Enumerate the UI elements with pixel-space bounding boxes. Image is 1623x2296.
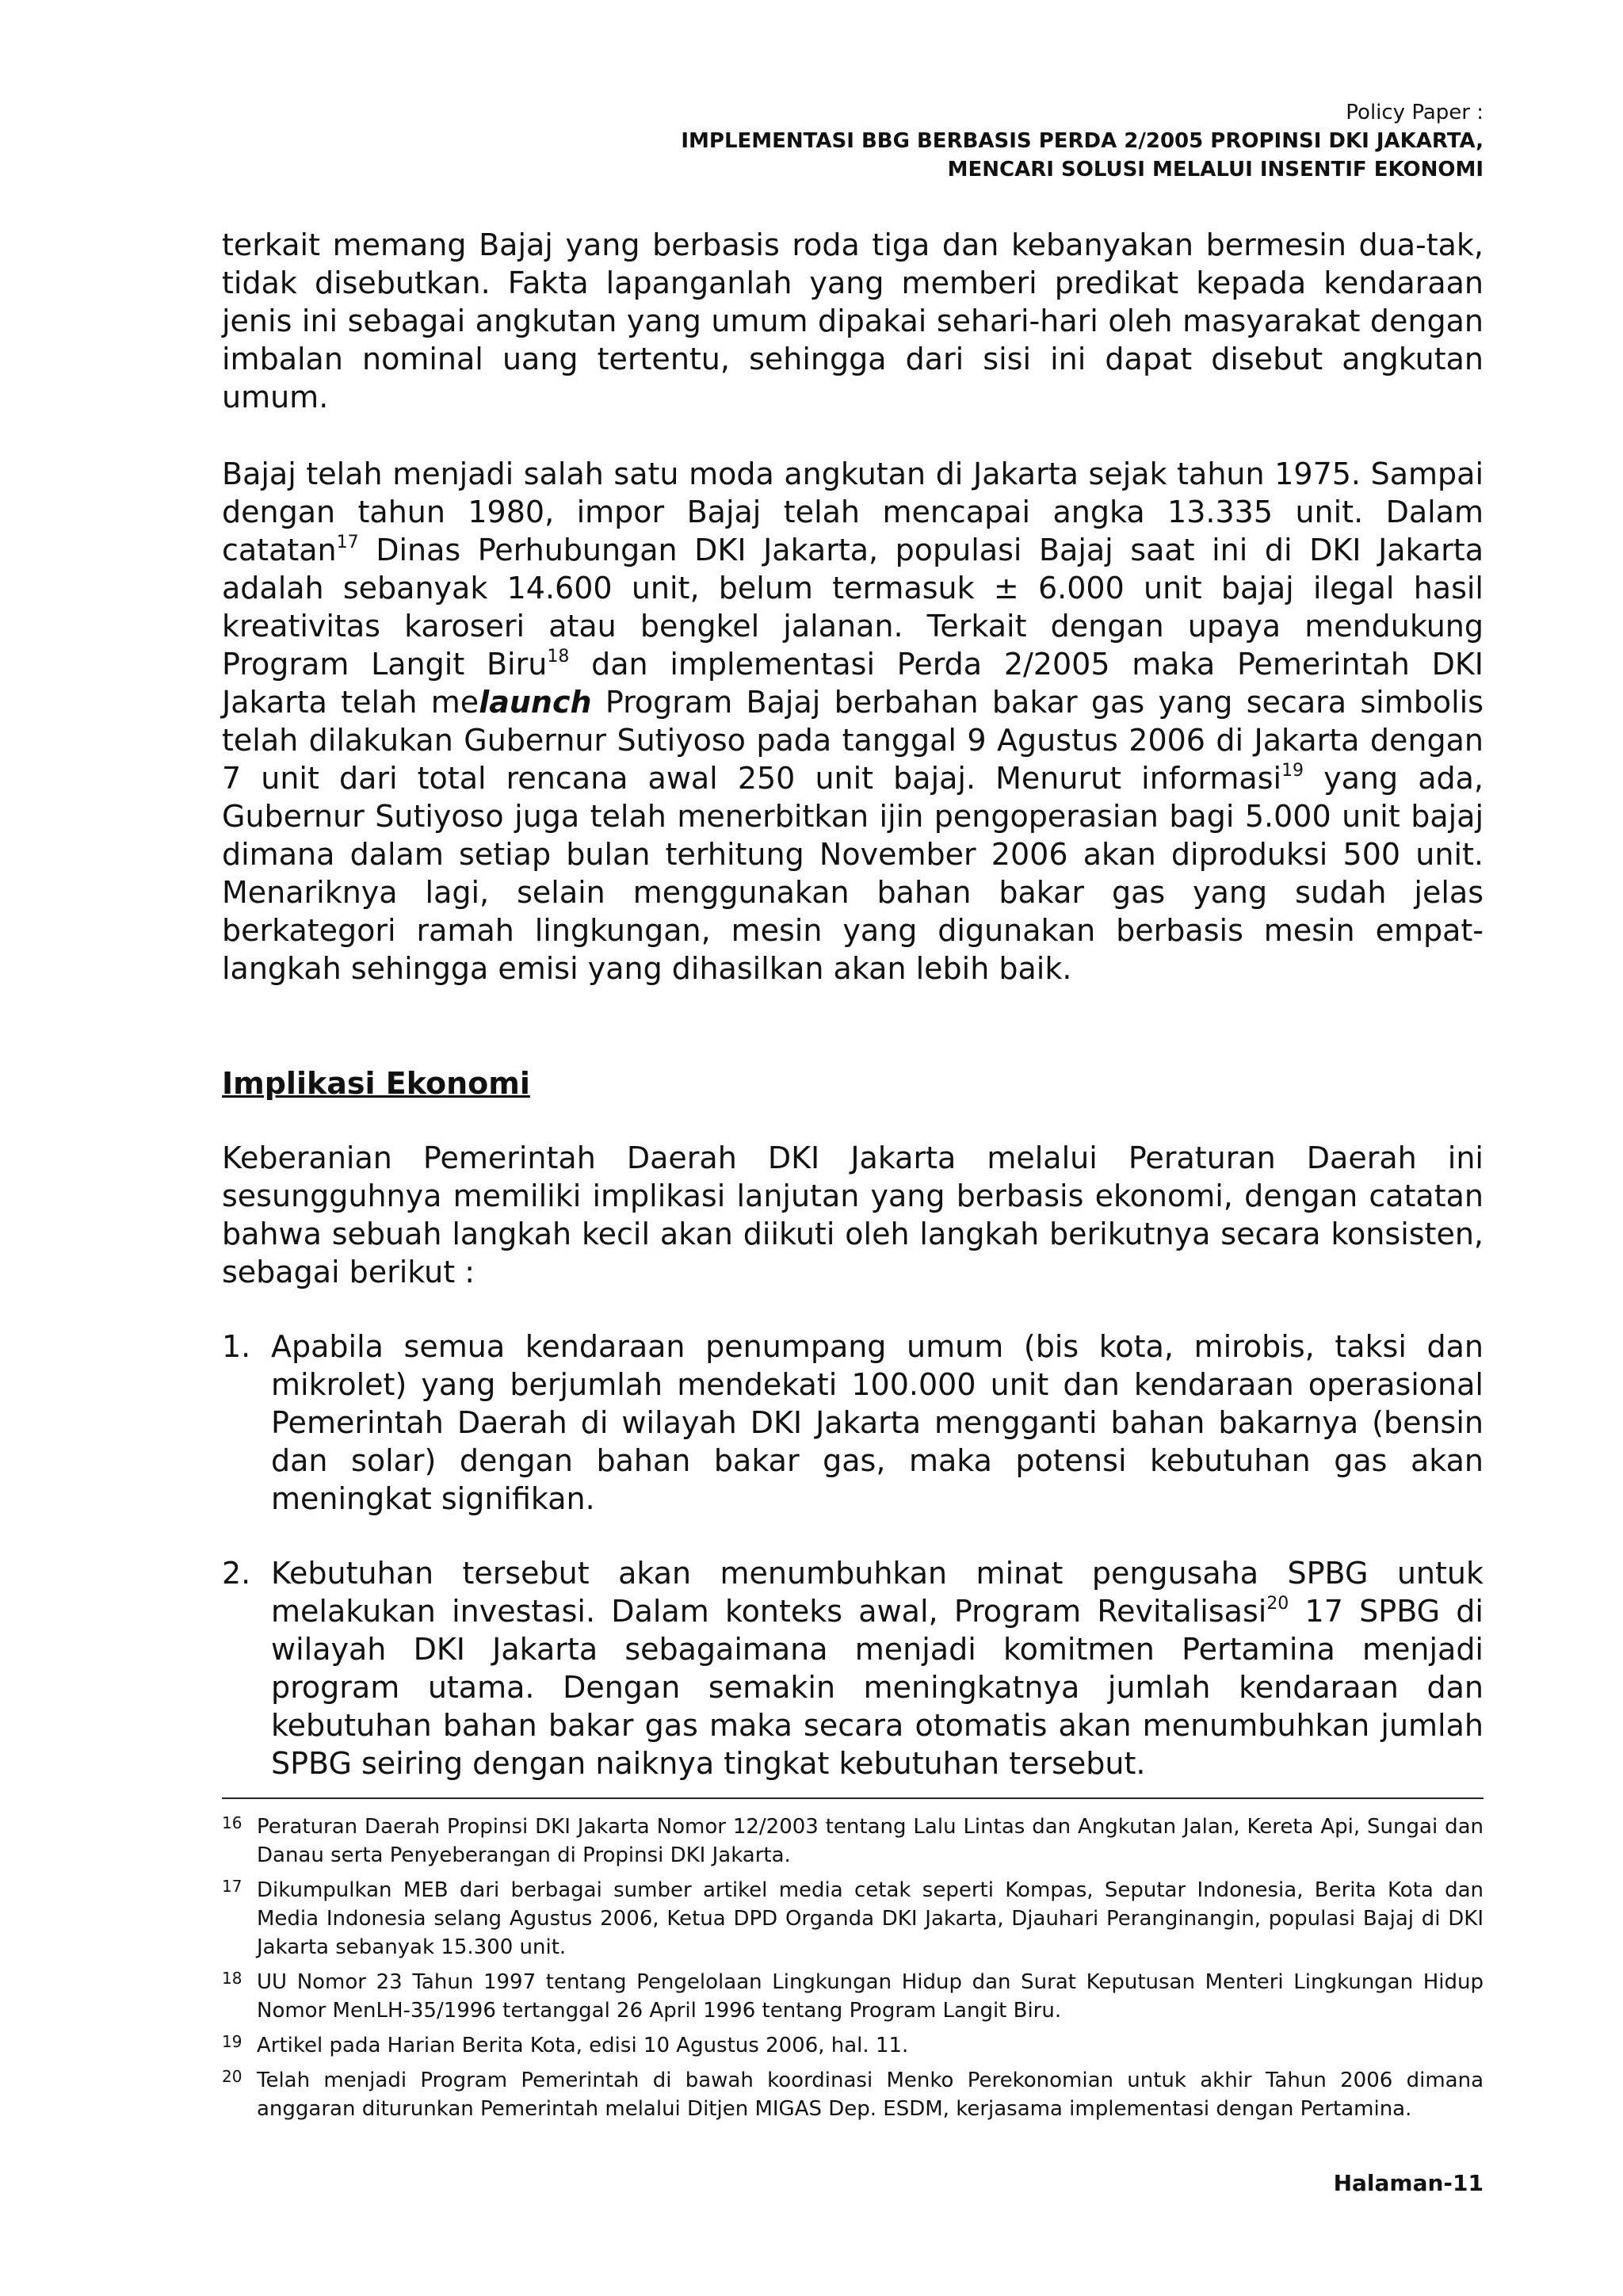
paragraph-1: terkait memang Bajaj yang berbasis roda tiga dan kebanyakan bermesin dua-tak, tidak disebutkan. Fakta lapanganlah yang memberi predikat kepada kendaraan jenis ini sebagai angkutan yang umum dipakai sehari-hari oleh masyarakat dengan imbalan nominal uang tertentu, sehingga dari sisi ini dapat disebut angkutan umum. [222,227,1484,415]
emphasis-launch: launch [479,685,592,720]
paragraph-2-text-3: dan implementasi Perda 2/2005 maka Pemerintah DKI Jakarta telah me [222,647,1484,720]
footnote [222,1813,1484,1870]
footnote-ref-20[interactable]: 20 [1266,1594,1289,1614]
running-header [681,98,1484,184]
paragraph-3: Keberanian Pemerintah Daerah DKI Jakarta melalui Peraturan Daerah ini sesungguhnya memiliki implikasi lanjutan yang berbasis ekonomi, dengan catatan bahwa sebuah langkah kecil akan diikuti oleh langkah berikutnya secara konsisten, sebagai berikut : [222,1140,1484,1289]
footnote-text: Telah menjadi Program Pemerintah di bawah koordinasi Menko Perekonomian untuk akhir Tahun 2006 dimana anggaran diturunkan Pemerintah melalui Ditjen MIGAS Dep. ESDM, kerjasama implementasi dengan Pertamina. [257,2069,1484,2121]
paragraph-2-text-1: Bajaj telah menjadi salah satu moda angkutan di Jakarta sejak tahun 1975. Sampai dengan tahun 1980, impor Bajaj telah mencapai angka 13.335 unit. Dalam catatan [222,457,1484,567]
list-item-text-1: Kebutuhan tersebut akan menumbuhkan minat pengusaha SPBG untuk melakukan investasi. Dalam konteks awal, Program Revitalisasi [271,1556,1484,1629]
footnote-ref-19[interactable]: 19 [1281,761,1304,781]
page-number: Halaman-11 [1333,2170,1484,2196]
list-item [222,1554,1484,1782]
footnote [222,2066,1484,2123]
footnote [222,1876,1484,1962]
footnote [222,2031,1484,2060]
footnote-separator [222,1797,1484,1799]
footnote-text: Dikumpulkan MEB dari berbagai sumber artikel media cetak seperti Kompas, Seputar Indonesia, Berita Kota dan Media Indonesia selang Agustus 2006, Ketua DPD Organda DKI Jakarta, Djauhari Peranginangin, populasi Bajaj di DKI Jakarta sebanyak 15.300 unit. [257,1878,1484,1959]
footnotes [222,1813,1484,2130]
list-item-text [271,1554,1484,1782]
list-item-text: Apabila semua kendaraan penumpang umum (bis kota, mirobis, taksi dan mikrolet) yang berjumlah mendekati 100.000 unit dan kendaraan operasional Pemerintah Daerah di wilayah DKI Jakarta mengganti bahan bakarnya (bensin dan solar) dengan bahan bakar gas, maka potensi kebutuhan gas akan meningkat signifikan. [271,1329,1484,1516]
paragraph-2-text-2: Dinas Perhubungan DKI Jakarta, populasi Bajaj saat ini di DKI Jakarta adalah sebanyak 14.600 unit, belum termasuk ± 6.000 unit bajaj ilegal hasil kreativitas karoseri atau bengkel jalanan. Terkait dengan upaya mendukung Program Langit Biru [222,533,1484,682]
footnote-number: 16 [222,1813,242,1832]
footnote-number: 19 [222,2032,242,2051]
header-line-2: IMPLEMENTASI BBG BERBASIS PERDA 2/2005 PROPINSI DKI JAKARTA, [681,129,1484,153]
footnote-number: 20 [222,2067,242,2086]
numbered-list [222,1328,1484,1782]
list-item-number: 1. [222,1329,251,1364]
header-line-1: Policy Paper : [1346,101,1484,124]
footnote-number: 18 [222,1969,242,1988]
footnote-ref-18[interactable]: 18 [547,647,570,667]
paragraph-2-text-4: Program Bajaj berbahan bakar gas yang secara simbolis telah dilakukan Gubernur Sutiyoso pada tanggal 9 Agustus 2006 di Jakarta dengan 7 unit dari total rencana awal 250 unit bajaj. Menurut informasi [222,685,1484,796]
section-heading: Implikasi Ekonomi [222,1066,530,1101]
list-item-number: 2. [222,1556,251,1591]
footnote-ref-17[interactable]: 17 [336,533,359,552]
list-item [222,1328,1484,1518]
footnote [222,1968,1484,2025]
footnote-text: Peraturan Daerah Propinsi DKI Jakarta Nomor 12/2003 tentang Lalu Lintas dan Angkutan Jalan, Kereta Api, Sungai dan Danau serta Penyeberangan di Propinsi DKI Jakarta. [257,1815,1484,1867]
footnote-text: UU Nomor 23 Tahun 1997 tentang Pengelolaan Lingkungan Hidup dan Surat Keputusan Menteri Lingkungan Hidup Nomor MenLH-35/1996 tertanggal 26 April 1996 tentang Program Langit Biru. [257,1970,1484,2023]
main-text [222,226,1484,1782]
header-line-3: MENCARI SOLUSI MELALUI INSENTIF EKONOMI [947,158,1484,181]
footnote-text: Artikel pada Harian Berita Kota, edisi 10 Agustus 2006, hal. 11. [257,2034,909,2057]
paragraph-2-text-5: yang ada, Gubernur Sutiyoso juga telah menerbitkan ijin pengoperasian bagi 5.000 unit bajaj dimana dalam setiap bulan terhitung November 2006 akan diproduksi 500 unit. Menariknya lagi, selain menggunakan bahan bakar gas yang sudah jelas berkategori ramah lingkungan, mesin yang digunakan berbasis mesin empat-langkah sehingga emisi yang dihasilkan akan lebih baik. [222,761,1484,986]
paragraph-2 [222,455,1484,988]
list-item-text-2: 17 SPBG di wilayah DKI Jakarta sebagaimana menjadi komitmen Pertamina menjadi program utama. Dengan semakin meningkatnya jumlah kendaraan dan kebutuhan bahan bakar gas maka secara otomatis akan menumbuhkan jumlah SPBG seiring dengan naiknya tingkat kebutuhan tersebut. [271,1594,1484,1781]
footnote-number: 17 [222,1877,242,1896]
